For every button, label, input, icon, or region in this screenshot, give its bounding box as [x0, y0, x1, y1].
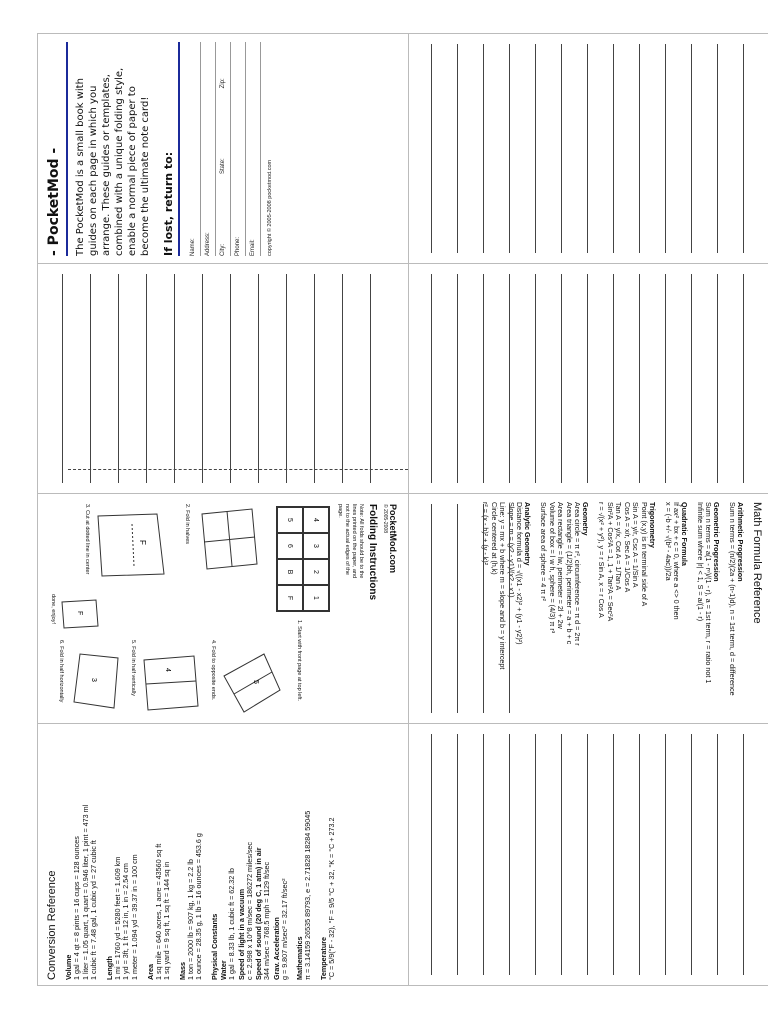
- folding-title: Folding Instructions: [367, 504, 378, 601]
- cover-panel: [38, 34, 408, 263]
- fold-opposite-illustration: [218, 650, 284, 716]
- math-title: Math Formula Reference: [751, 502, 763, 624]
- zip-field: Zip:: [220, 78, 226, 89]
- fold-vertical-illustration: [138, 650, 204, 716]
- fold-halves-illustration: [192, 504, 262, 574]
- folding-logo: PocketMod.com: [388, 504, 398, 574]
- step-4: 4. Fold to opposite ends.: [210, 640, 216, 701]
- phone-field: Phone:: [231, 42, 246, 256]
- name-field: Name:: [186, 42, 201, 256]
- ruled-panel-1: [409, 34, 768, 263]
- folding-panel: [38, 494, 408, 723]
- conv-sec-temperature: Temperature °C = 5/9(°F - 32), °F = 9/5 °C + 32, °K = °C + 273.2: [318, 817, 336, 980]
- svg-text:F: F: [138, 540, 147, 545]
- city-field: City:: [220, 244, 226, 256]
- pocketmod-intro: The PocketMod is a small book with guides on each page in which you arrange. These guides or templates, combined with a unique folding style, enable a normal piece of paper to become the ultimate note card!: [75, 67, 151, 256]
- ruled-panel-2: [38, 264, 408, 493]
- pocketmod-title: - PocketMod -: [46, 147, 62, 256]
- copyright: copyright © 2005-2008 pocketmod.com: [267, 159, 273, 256]
- svg-text:3: 3: [90, 678, 97, 682]
- step-1: 1. Start with front page at top left.: [296, 620, 302, 702]
- folding-note: Note: All folds should be to the lines printed on the paper, and not to the actual edges of the page.: [337, 504, 364, 579]
- city-state-zip-row: [216, 42, 231, 256]
- page-order-grid: 4 3 2 1 5 6 B F: [276, 506, 330, 612]
- svg-text:4: 4: [164, 668, 171, 672]
- step-5: 5. Fold in half vertically: [130, 640, 136, 696]
- finished-booklet-illustration: [58, 594, 102, 634]
- state-field: State:: [220, 158, 226, 174]
- email-field: Email:: [246, 42, 261, 256]
- math-panel: [409, 494, 768, 723]
- math-sec-quadratic: Quadratic Formula If ax² + bx + c = 0, where a <> 0 then x = (-b +/- √(b² - 4ac))/2a: [663, 502, 690, 620]
- svg-text:F: F: [76, 611, 83, 616]
- math-sec-arith: Arithmetic Progression Sum n terms = (n/2)(2a + (n-1)d), n = 1st term, d = difference: [728, 502, 745, 696]
- address-field: Address:: [201, 42, 216, 256]
- step-3: 3. Cut at dotted line in center: [84, 504, 90, 575]
- step-done: done, enjoy!: [50, 594, 56, 624]
- conv-sec-physical: Physical Constants Water 1 gal = 8.33 lb, 1 cubic ft = 62.32 lb Speed of light in a vacuum c = 2.998 x 10^8 m/sec = 186272 miles/sec Speed of sound (20 deg C, 1 atm) in air 344 m/sec = 768.5 mph = 1129 ft/sec Grav. Acceleration g = 9.807 m/sec² = 32.17 ft/sec²: [209, 841, 289, 980]
- conversion-title: Conversion Reference: [46, 870, 58, 980]
- conversion-panel: [38, 724, 408, 985]
- math-sec-geometry: Geometry Area circle = π r², circumference = π d = 2π r Area triangle = (1/2)bh, perimeter = a + b + c Area rectangle = lw, perimeter = 2l + 2w Volume of box = l w h, sphere = (4/3) π r³ Surface area of sphere = 4 π r²: [539, 502, 591, 646]
- conv-sec-length: Length 1 mi = 1760 yd = 5280 feet = 1.609 km 1 yd = 3ft, 1 ft = 12 in, 1 in = 2.54 cm 1 meter = 1.094 yd = 39.37 in = 100 cm: [104, 854, 139, 980]
- math-sec-analytic: Analytic Geometry Distance formula d = √((x1 - x2)² + (y1 - y2)²) Slope = m = (y2 - y1)/(x2 - x1) Line: y = mx + b where m = slope and b = y intercept Circle centered at (h,k) r² = (x - h)² + (y - k)²: [481, 502, 533, 670]
- math-sec-trig: Trigonometry Point (x,y) is in terminal side of A Sin A = y/r, Csc A = 1/Sin A Cos A = x/r, Sec A = 1/Cos A Tan A = y/x, Cot A = 1/Tan A Sin²A + Cos²A = 1, 1 + Tan²A = Sec²A r = √(x² + y²), y = r Sin A, x = r Cos A: [597, 502, 658, 622]
- pocketmod-sheet: [37, 33, 768, 986]
- cut-center-illustration: [92, 504, 172, 584]
- conv-sec-area: Area 1 sq mile = 640 acres, 1 acre = 43560 sq ft 1 sq yard = 9 sq ft, 1 sq ft = 144 sq in: [145, 843, 172, 980]
- conv-sec-mass: Mass 1 ton = 2000 lb = 907 kg, 1 kg = 2.2 lb 1 ounce = 28.35 g, 1 lb = 16 ounces = 453.6 g: [177, 833, 204, 980]
- if-lost-heading: If lost, return to:: [162, 151, 175, 256]
- conv-sec-volume: Volume 1 gal = 4 qt = 8 pints = 16 cups = 128 ounces 1 liter = 1.05 quart, 1 quart = 0.946 liter, 1 pint = 473 ml 1 cubic ft = 7.48 gal, 1 cubic yd = 27 cubic ft: [64, 804, 99, 980]
- step-6: 6. Fold in half horizontally: [58, 640, 64, 703]
- svg-text:5: 5: [252, 680, 259, 684]
- fold-horizontal-illustration: [66, 650, 126, 716]
- ruled-panel-3: [409, 264, 768, 493]
- math-sec-geo-prog: Geometric Progression Sum n terms = a(1 - rⁿ)/(1 - r), a = 1st term, r = ratio not 1 Infinite sum where |r| < 1, S = a/(1 - r): [695, 502, 722, 684]
- title-rule: [66, 42, 68, 256]
- step-2: 2. Fold in halves: [184, 504, 190, 545]
- ruled-panel-4: [409, 724, 768, 985]
- conv-sec-math: Mathematics π = 3.14159 26535 89793, e = 2.71828 18284 59045: [295, 810, 313, 980]
- folding-logo-copy: © 2005-2008: [382, 504, 388, 533]
